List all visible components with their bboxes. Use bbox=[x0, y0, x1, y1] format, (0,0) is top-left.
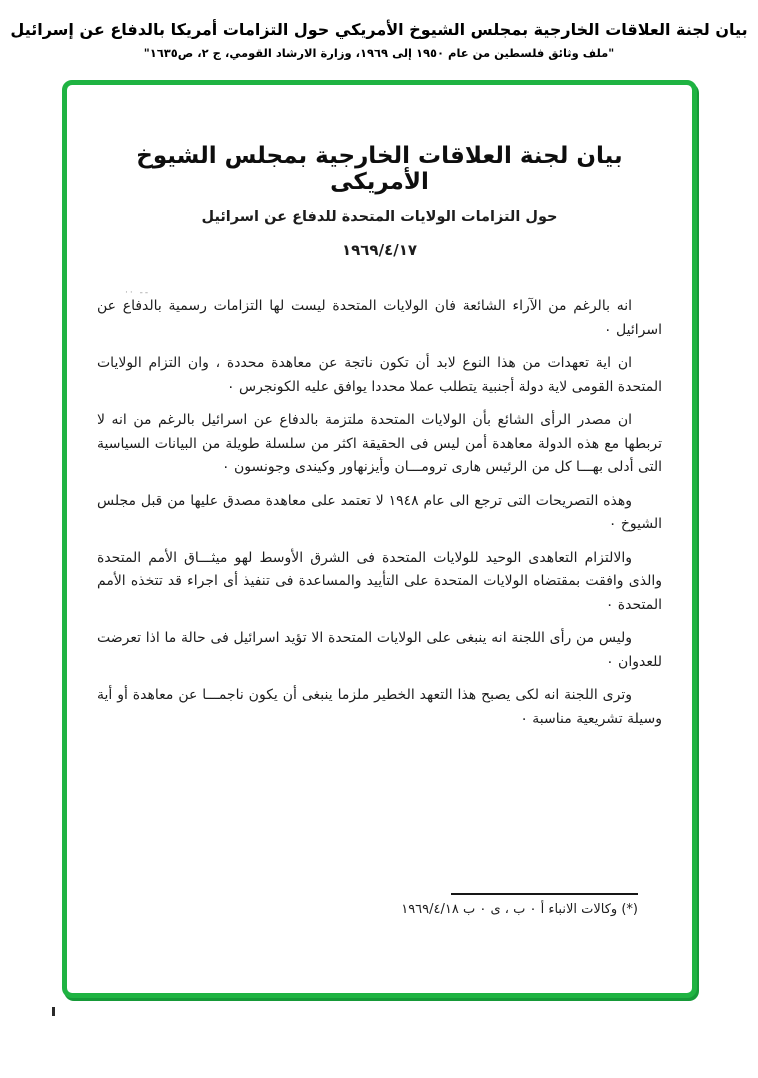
paragraph-1: انه بالرغم من الآراء الشائعة فان الولايات المتحدة ليست لها التزامات رسمية بالدفاع عن اسرائيل ٠ bbox=[97, 298, 662, 338]
statement-date: ١٩٦٩/٤/١٧ bbox=[341, 241, 418, 259]
statement-subtitle: حول التزامات الولايات المتحدة للدفاع عن اسرائيل bbox=[201, 209, 558, 225]
document-header bbox=[0, 19, 758, 60]
green-border-frame bbox=[62, 80, 697, 998]
scan-artifact-mark bbox=[52, 1007, 55, 1016]
document-body bbox=[67, 85, 692, 993]
paragraph-5: والالتزام التعاهدى الوحيد للولايات المتحدة فى الشرق الأوسط لهو ميثـــاق الأمم المتحدة والذى وافقت بمقتضاه الولايات المتحدة على التأييد والمساعدة فى تنفيذ أى اجراء قد تتخذه الأمم المتحدة ٠ bbox=[97, 549, 662, 613]
header-title: بيان لجنة العلاقات الخارجية بمجلس الشيوخ الأمريكي حول التزامات أمريكا بالدفاع عن إسرائيل bbox=[10, 20, 748, 39]
statement-text bbox=[97, 295, 662, 731]
scan-smudge-mark: -- ·· bbox=[125, 288, 151, 298]
paragraph-3: ان مصدر الرأى الشائع بأن الولايات المتحدة ملتزمة بالدفاع عن اسرائيل بالرغم من انه لا تربطها مع هذه الدولة معاهدة أمن ليس فى الحقيقة اكثر من سلسلة طويلة من البيانات السياسية التى أدلى بهـــا كل من الرئيس هارى ترومـــان وأيزنهاور وكيندى وجونسون ٠ bbox=[97, 412, 662, 475]
statement-title: بيان لجنة العلاقات الخارجية بمجلس الشيوخ الأمريكى bbox=[136, 143, 623, 195]
footnote-text: (*) وكالات الانباء أ ٠ ب ، ى ٠ ب ١٩٦٩/٤/١٨ bbox=[401, 902, 638, 917]
paragraph-2: ان اية تعهدات من هذا النوع لابد أن تكون ناتجة عن معاهدة محددة ، وان التزام الولايات المتحدة القومى لاية دولة أجنبية يتطلب عملا محددا يوافق عليه الكونجرس ٠ bbox=[97, 355, 662, 395]
paragraph-6: وليس من رأى اللجنة انه ينبغى على الولايات المتحدة الا تؤيد اسرائيل فى حالة ما اذا تعرضت للعدوان ٠ bbox=[97, 630, 662, 670]
footnote-block bbox=[97, 893, 662, 917]
paragraph-7: وترى اللجنة انه لكى يصبح هذا التعهد الخطير ملزما ينبغى أن يكون ناجمـــا عن معاهدة أو أية وسيلة تشريعية مناسبة ٠ bbox=[97, 687, 662, 727]
paragraph-4: وهذه التصريحات التى ترجع الى عام ١٩٤٨ لا تعتمد على معاهدة مصدق عليها من قبل مجلس الشيوخ ٠ bbox=[97, 492, 662, 532]
footnote-separator-rule bbox=[451, 893, 638, 895]
header-source-citation: "ملف وثائق فلسطين من عام ١٩٥٠ إلى ١٩٦٩، وزارة الارشاد القومي، ج ٢، ص١٦٣٥" bbox=[143, 46, 615, 61]
